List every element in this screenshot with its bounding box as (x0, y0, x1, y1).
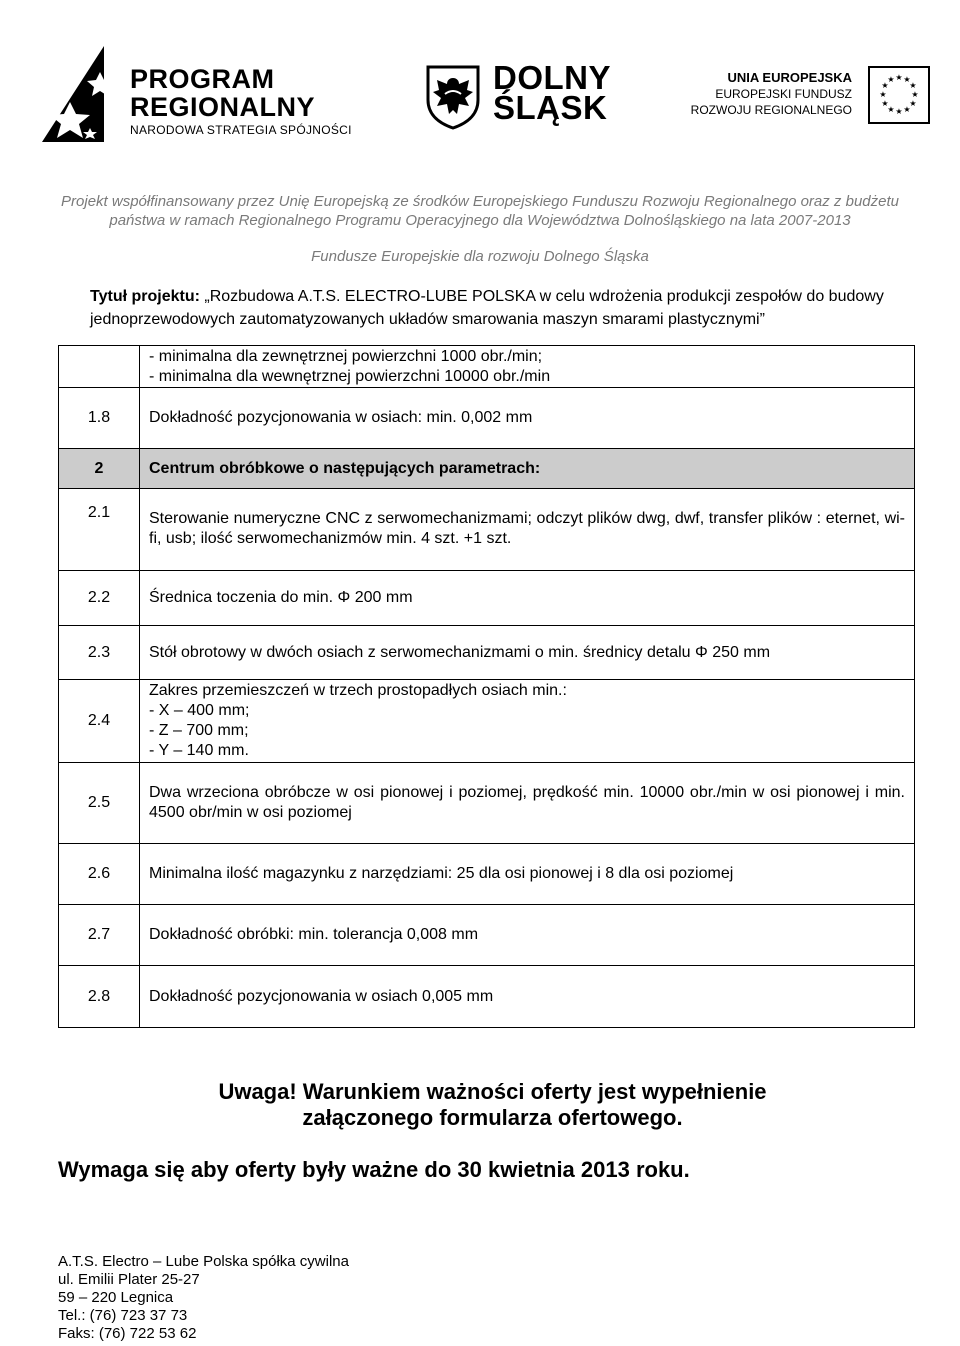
row-number: 2.7 (59, 905, 140, 966)
svg-text:★: ★ (895, 73, 903, 82)
svg-text:★: ★ (887, 105, 895, 114)
program-star-emblem-icon (40, 44, 130, 144)
table-row (59, 680, 915, 763)
table-row (59, 966, 915, 1028)
warning-line2: załączonego formularza ofertowego. (302, 1105, 683, 1130)
eagle-shield-icon (425, 64, 481, 130)
row-number: 2.1 (59, 489, 140, 571)
row-description-line: - Z – 700 mm; (149, 722, 249, 739)
row-description-line: - Y – 140 mm. (149, 742, 249, 759)
footer-company: A.T.S. Electro – Lube Polska spółka cywilna (58, 1253, 349, 1270)
row-description (140, 346, 915, 388)
eu-flag-icon (868, 66, 930, 124)
svg-text:★: ★ (909, 81, 917, 90)
table-row (59, 489, 915, 571)
table-section-header-row (59, 449, 915, 489)
svg-text:★: ★ (895, 107, 903, 116)
row-number: 2.4 (59, 680, 140, 763)
row-number (59, 346, 140, 388)
footer-tel: Tel.: (76) 723 37 73 (58, 1307, 188, 1324)
row-description: Średnica toczenia do min. Φ 200 mm (140, 571, 915, 626)
cofinance-note-line2: państwa w ramach Regionalnego Programu Operacyjnego dla Województwa Dolnośląskiego na lata 2007-2013 (109, 212, 851, 229)
table-row (59, 571, 915, 626)
svg-text:★: ★ (887, 75, 895, 84)
footer-fax: Faks: (76) 722 53 62 (58, 1325, 197, 1342)
project-title (90, 285, 910, 331)
row-number: 2.8 (59, 966, 140, 1028)
row-description (140, 680, 915, 763)
footer-address (58, 1253, 349, 1343)
row-description: Dokładność pozycjonowania w osiach 0,005 mm (140, 966, 915, 1028)
eu-logo (690, 66, 930, 128)
svg-text:★: ★ (881, 81, 889, 90)
program-regionalny-logo (40, 44, 360, 144)
cofinance-note-line3: Fundusze Europejskie dla rozwoju Dolnego Śląska (311, 248, 649, 265)
row-description: Dokładność obróbki: min. tolerancja 0,008 mm (140, 905, 915, 966)
svg-text:★: ★ (909, 99, 917, 108)
warning-line1: Uwaga! Warunkiem ważności oferty jest wypełnienie (218, 1079, 767, 1104)
row-description-line: Zakres przemieszczeń w trzech prostopadłych osiach min.: (149, 682, 567, 699)
footer-street: ul. Emilii Plater 25-27 (58, 1271, 200, 1288)
program-logo-line1: PROGRAM (130, 64, 275, 94)
program-logo-line2: REGIONALNY (130, 92, 316, 122)
table-row (59, 844, 915, 905)
dolny-logo-line2: ŚLĄSK (493, 89, 608, 126)
row-description: Minimalna ilość magazynku z narzędziami: 25 dla osi pionowej i 8 dla osi poziomej (140, 844, 915, 905)
row-number: 2.5 (59, 763, 140, 844)
row-description: Stół obrotowy w dwóch osiach z serwomechanizmami o min. średnicy detalu Φ 250 mm (140, 626, 915, 680)
table-row (59, 626, 915, 680)
spec-table (58, 345, 915, 1028)
svg-text:★: ★ (881, 99, 889, 108)
table-row (59, 905, 915, 966)
eu-logo-line3: ROZWOJU REGIONALNEGO (690, 103, 852, 117)
row-number: 2.2 (59, 571, 140, 626)
row-number: 2 (59, 449, 140, 489)
svg-text:★: ★ (879, 90, 887, 99)
eu-logo-line1: UNIA EUROPEJSKA (727, 70, 852, 85)
program-logo-line3: NARODOWA STRATEGIA SPÓJNOŚCI (130, 123, 352, 137)
dolny-slask-logo (425, 59, 625, 132)
cofinance-note-line1: Projekt współfinansowany przez Unię Europejską ze środków Europejskiego Funduszu Rozwoju Regionalnego oraz z budżetu (61, 193, 899, 210)
row-description: Dokładność pozycjonowania w osiach: min. 0,002 mm (140, 388, 915, 449)
row-description-line: - minimalna dla zewnętrznej powierzchni 1000 obr./min; (149, 347, 543, 365)
table-row (59, 346, 915, 388)
table-row (59, 763, 915, 844)
row-description-line: - minimalna dla wewnętrznej powierzchni 10000 obr./min (149, 367, 551, 385)
offer-validity-note: Wymaga się aby oferty były ważne do 30 kwietnia 2013 roku. (58, 1157, 690, 1182)
dolny-logo-line1: DOLNY (493, 59, 611, 96)
project-title-text: „Rozbudowa A.T.S. ELECTRO-LUBE POLSKA w celu wdrożenia produkcji zespołów do budowy jednoprzewodowych zautomatyzowanych układów smarowania maszyn smarami plastycznymi” (90, 288, 884, 328)
table-row (59, 388, 915, 449)
svg-text:★: ★ (911, 90, 919, 99)
row-description: Dwa wrzeciona obróbcze w osi pionowej i poziomej, prędkość min. 10000 obr./min w osi pionowej i min. 4500 obr/min w osi poziomej (140, 763, 915, 844)
svg-text:★: ★ (903, 75, 911, 84)
row-number: 2.3 (59, 626, 140, 680)
row-description: Centrum obróbkowe o następujących parametrach: (140, 449, 915, 489)
footer-city: 59 – 220 Legnica (58, 1289, 174, 1306)
svg-text:★: ★ (903, 105, 911, 114)
row-description: Sterowanie numeryczne CNC z serwomechanizmami; odczyt plików dwg, dwf, transfer plików : eternet, wi-fi, usb; ilość serwomechanizmów min. 4 szt. +1 szt. (140, 489, 915, 571)
eu-logo-line2: EUROPEJSKI FUNDUSZ (715, 87, 852, 101)
row-description-line: - X – 400 mm; (149, 702, 250, 719)
project-title-label: Tytuł projektu: (90, 288, 205, 305)
row-number: 1.8 (59, 388, 140, 449)
row-number: 2.6 (59, 844, 140, 905)
